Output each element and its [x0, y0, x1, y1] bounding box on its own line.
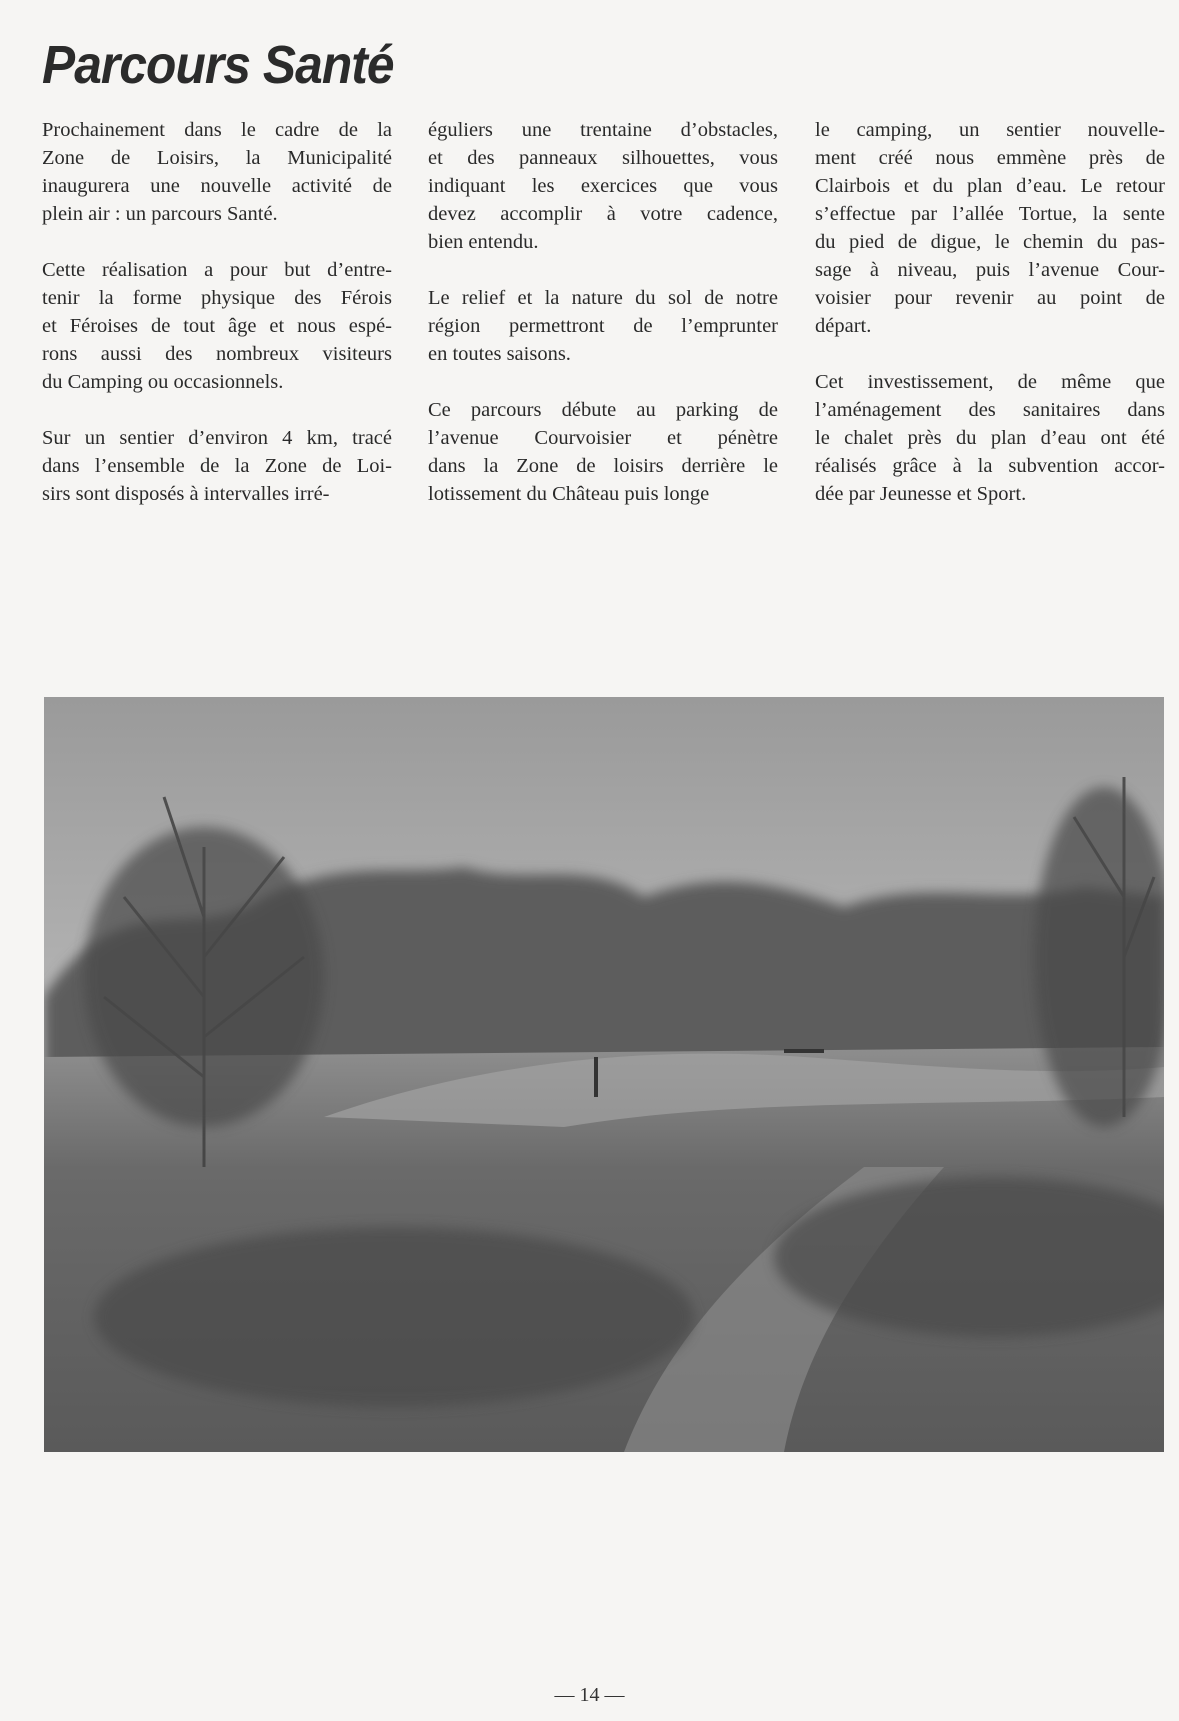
text-column-3 [815, 116, 1165, 536]
text-line: sage à niveau, puis l’avenue Cour- [815, 259, 1165, 281]
paragraph [428, 116, 778, 256]
text-column-1 [42, 116, 392, 536]
text-line: s’effectue par l’allée Tortue, la sente [815, 203, 1165, 225]
text-line: sirs sont disposés à intervalles irré- [42, 483, 330, 505]
text-line: Zone de Loisirs, la Municipalité [42, 147, 392, 169]
text-line: Cet investissement, de même que [815, 371, 1165, 393]
paragraph [428, 284, 778, 368]
text-line: région permettront de l’emprunter [428, 315, 778, 337]
text-line: du Camping ou occasionnels. [42, 371, 284, 393]
text-line: voisier pour revenir au point de [815, 287, 1165, 309]
article-title: Parcours Santé [42, 35, 394, 95]
text-line: Cette réalisation a pour but d’entre- [42, 259, 392, 281]
text-line: et des panneaux silhouettes, vous [428, 147, 778, 169]
text-line: dans la Zone de loisirs derrière le [428, 455, 778, 477]
text-line: tenir la forme physique des Férois [42, 287, 392, 309]
text-line: bien entendu. [428, 231, 539, 253]
paragraph [42, 256, 392, 396]
text-line: réalisés grâce à la subvention accor- [815, 455, 1165, 477]
text-line: Prochainement dans le cadre de la [42, 119, 392, 141]
text-line: l’avenue Courvoisier et pénètre [428, 427, 778, 449]
paragraph [815, 116, 1165, 340]
text-line: inaugurera une nouvelle activité de [42, 175, 392, 197]
landscape-photo-graphic [44, 697, 1164, 1452]
text-line: lotissement du Château puis longe [428, 483, 710, 505]
landscape-photo [44, 697, 1164, 1452]
text-line: ment créé nous emmène près de [815, 147, 1165, 169]
text-line: devez accomplir à votre cadence, [428, 203, 778, 225]
paragraph [428, 396, 778, 508]
text-line: dans l’ensemble de la Zone de Loi- [42, 455, 392, 477]
paragraph [42, 116, 392, 228]
text-column-2 [428, 116, 778, 536]
text-line: en toutes saisons. [428, 343, 571, 365]
text-line: départ. [815, 315, 872, 337]
text-line: rons aussi des nombreux visiteurs [42, 343, 392, 365]
text-line: indiquant les exercices que vous [428, 175, 778, 197]
text-line: du pied de digue, le chemin du pas- [815, 231, 1165, 253]
text-line: Le relief et la nature du sol de notre [428, 287, 778, 309]
text-line: Sur un sentier d’environ 4 km, tracé [42, 427, 392, 449]
text-line: le chalet près du plan d’eau ont été [815, 427, 1165, 449]
text-line: Clairbois et du plan d’eau. Le retour [815, 175, 1165, 197]
text-line: l’aménagement des sanitaires dans [815, 399, 1165, 421]
text-line: éguliers une trentaine d’obstacles, [428, 119, 778, 141]
page-number: — 14 — [554, 1684, 625, 1706]
paragraph [42, 424, 392, 508]
paragraph [815, 368, 1165, 508]
text-line: et Féroises de tout âge et nous espé- [42, 315, 392, 337]
text-line: dée par Jeunesse et Sport. [815, 483, 1027, 505]
text-line: Ce parcours débute au parking de [428, 399, 778, 421]
text-line: plein air : un parcours Santé. [42, 203, 278, 225]
text-line: le camping, un sentier nouvelle- [815, 119, 1165, 141]
